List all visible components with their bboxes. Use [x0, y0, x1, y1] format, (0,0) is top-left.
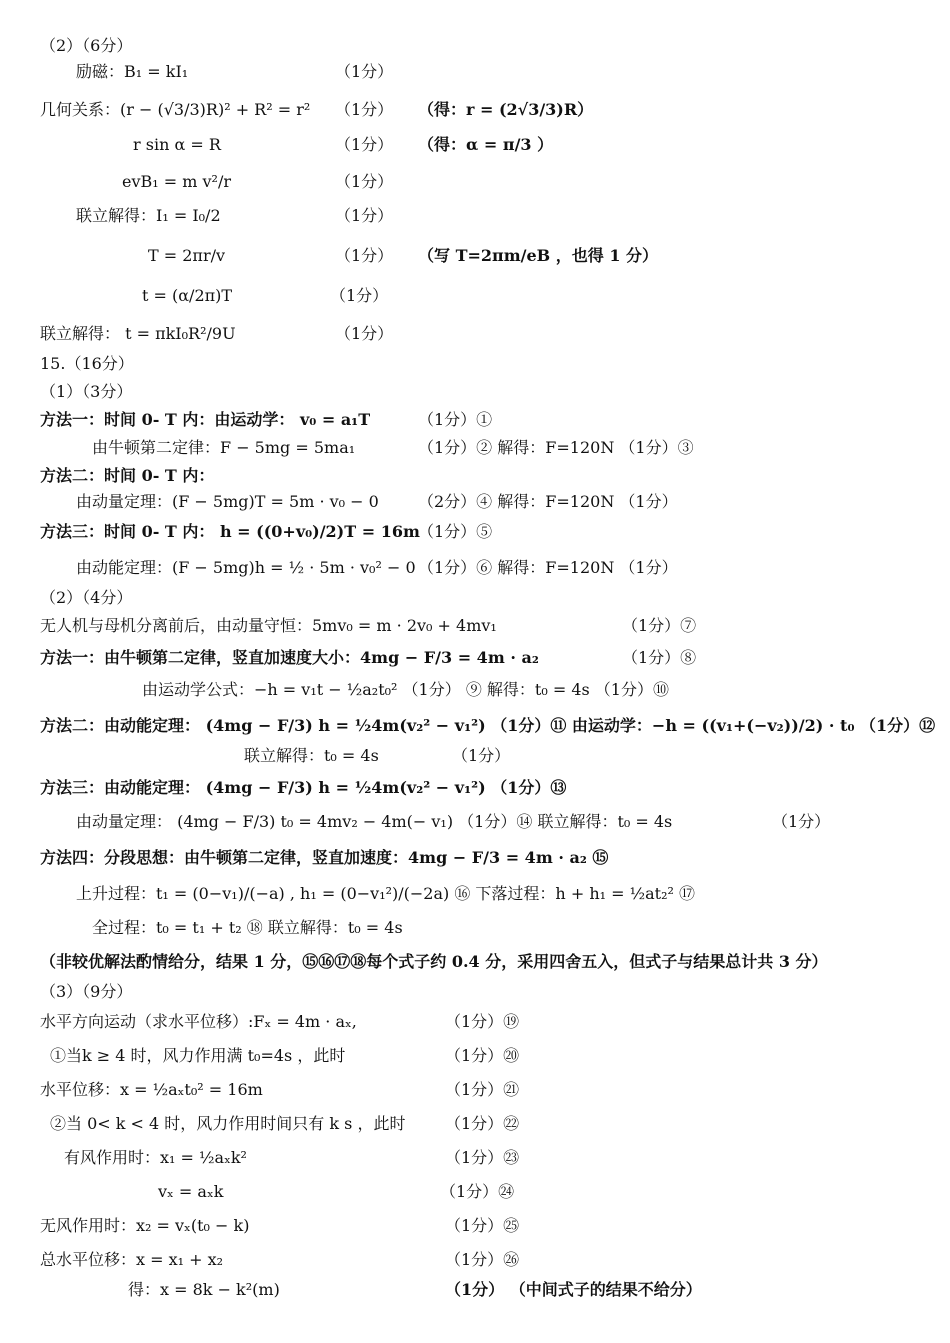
text-line-l8: 联立解得： t = πkI₀R²/9U [40, 324, 236, 343]
text-line-l13: 方法二：时间 0- T 内： [40, 466, 215, 485]
text-line-l22: 联立解得：t₀ = 4s [244, 746, 379, 765]
text-line-l26: 上升过程：t₁ = (0−v₁)/(−a) , h₁ = (0−v₁²)/(−2a) ⑯ 下落过程：h + h₁ = ½at₂² ⑰ [76, 884, 696, 903]
text-line-l6s: （1分） [335, 246, 394, 265]
text-line-l20: 由运动学公式：−h = v₁t − ½a₂t₀² （1分） ⑨ 解得：t₀ = 4s （1分）⑩ [142, 680, 669, 699]
text-line-l15: 方法三：时间 0- T 内： h = ((0+v₀)/2)T = 16m [40, 522, 420, 541]
text-line-l25: 方法四：分段思想：由牛顿第二定律，竖直加速度：4mg − F/3 = 4m · a₂ ⑮ [40, 848, 609, 867]
text-line-l36s: （1分）㉕ [445, 1216, 520, 1235]
text-line-l31: ①当k ≥ 4 时，风力作用满 t₀=4s ，此时 [50, 1046, 346, 1065]
text-line-l33: ②当 0< k < 4 时，风力作用时间只有 k s ，此时 [50, 1114, 406, 1133]
text-line-l1: 励磁：B₁ = kI₁ [76, 62, 189, 81]
text-line-l2n: （得：r = (2√3/3)R） [418, 100, 594, 119]
text-line-l4s: （1分） [335, 172, 394, 191]
text-line-l35: vₓ = aₓk [158, 1182, 224, 1201]
text-line-l34: 有风作用时：x₁ = ½aₓk² [64, 1148, 247, 1167]
text-line-l36: 无风作用时：x₂ = vₓ(t₀ − k) [40, 1216, 250, 1235]
text-line-l15s: （1分）⑤ [418, 522, 493, 541]
text-line-l8s: （1分） [335, 324, 394, 343]
text-line-l3: r sin α = R [133, 135, 221, 154]
text-line-l38: 得：x = 8k − k²(m) [128, 1280, 280, 1299]
text-line-l22s: （1分） [452, 746, 511, 765]
text-line-l23: 方法三：由动能定理： (4mg − F/3) h = ½4m(v₂² − v₁²) （1分）⑬ [40, 778, 567, 797]
text-line-l18s: （1分）⑦ [622, 616, 697, 635]
text-line-l5s: （1分） [335, 206, 394, 225]
text-line-l12: 由牛顿第二定律：F − 5mg = 5ma₁ [92, 438, 356, 457]
text-line-l9: 15.（16分） [40, 354, 134, 373]
text-line-l37: 总水平位移：x = x₁ + x₂ [40, 1250, 224, 1269]
text-line-l6n: （写 T=2πm/eB ，也得 1 分） [418, 246, 659, 265]
text-line-l4: evB₁ = m v²/r [122, 172, 232, 191]
text-line-l31s: （1分）⑳ [445, 1046, 520, 1065]
text-line-l7s: （1分） [330, 286, 389, 305]
text-line-l11: 方法一：时间 0- T 内：由运动学： v₀ = a₁T [40, 410, 371, 429]
text-line-l38s: （1分） （中间式子的结果不给分） [445, 1280, 702, 1299]
text-line-l14: 由动量定理：(F − 5mg)T = 5m · v₀ − 0 [76, 492, 379, 511]
text-line-l29: （3）（9分） [40, 982, 133, 1001]
text-line-l19s: （1分）⑧ [622, 648, 697, 667]
text-line-l7: t = (α/2π)T [142, 286, 233, 305]
text-line-l17: （2）（4分） [40, 588, 133, 607]
text-line-l6: T = 2πr/v [148, 246, 226, 265]
text-line-l1s: （1分） [335, 62, 394, 81]
text-line-l37s: （1分）㉖ [445, 1250, 520, 1269]
text-line-l14s: （2分）④ 解得：F=120N （1分） [418, 492, 678, 511]
text-line-l2s: （1分） [335, 100, 394, 119]
text-line-l21: 方法二：由动能定理： (4mg − F/3) h = ½4m(v₂² − v₁²) （1分）⑪ 由运动学：−h = ((v₁+(−v₂))/2) · t₀ （1分）⑫ [40, 716, 936, 735]
text-line-l16s: （1分）⑥ 解得：F=120N （1分） [418, 558, 678, 577]
text-line-l28: （非较优解法酌情给分，结果 1 分，⑮⑯⑰⑱每个式子约 0.4 分，采用四舍五入，但式子与结果总计共 3 分） [40, 952, 828, 971]
text-line-l35s: （1分）㉔ [440, 1182, 515, 1201]
text-line-l19: 方法一：由牛顿第二定律，竖直加速度大小：4mg − F/3 = 4m · a₂ [40, 648, 539, 667]
text-line-l32: 水平位移：x = ½aₓt₀² = 16m [40, 1080, 263, 1099]
text-line-l24: 由动量定理： (4mg − F/3) t₀ = 4mv₂ − 4m(− v₁) （1分）⑭ 联立解得：t₀ = 4s [76, 812, 673, 831]
text-line-l27: 全过程：t₀ = t₁ + t₂ ⑱ 联立解得：t₀ = 4s [92, 918, 403, 937]
text-line-l16: 由动能定理：(F − 5mg)h = ½ · 5m · v₀² − 0 [76, 558, 416, 577]
text-line-l34s: （1分）㉓ [445, 1148, 520, 1167]
text-line-l3s: （1分） [335, 135, 394, 154]
text-line-l24s: （1分） [772, 812, 831, 831]
text-line-l12s: （1分）② 解得：F=120N （1分）③ [418, 438, 694, 457]
text-line-top: （2）（6分） [40, 36, 133, 55]
text-line-l33s: （1分）㉒ [445, 1114, 520, 1133]
text-line-l18: 无人机与母机分离前后，由动量守恒：5mv₀ = m · 2v₀ + 4mv₁ [40, 616, 497, 635]
text-line-l3n: （得：α = π/3 ） [418, 135, 554, 154]
text-line-l30: 水平方向运动（求水平位移）:Fₓ = 4m · aₓ, [40, 1012, 357, 1031]
text-line-l30s: （1分）⑲ [445, 1012, 520, 1031]
text-line-l5: 联立解得：I₁ = I₀/2 [76, 206, 221, 225]
text-line-l10: （1）（3分） [40, 382, 133, 401]
text-line-l11s: （1分）① [418, 410, 493, 429]
text-line-l32s: （1分）㉑ [445, 1080, 520, 1099]
text-line-l2: 几何关系：(r − (√3/3)R)² + R² = r² [40, 100, 311, 119]
